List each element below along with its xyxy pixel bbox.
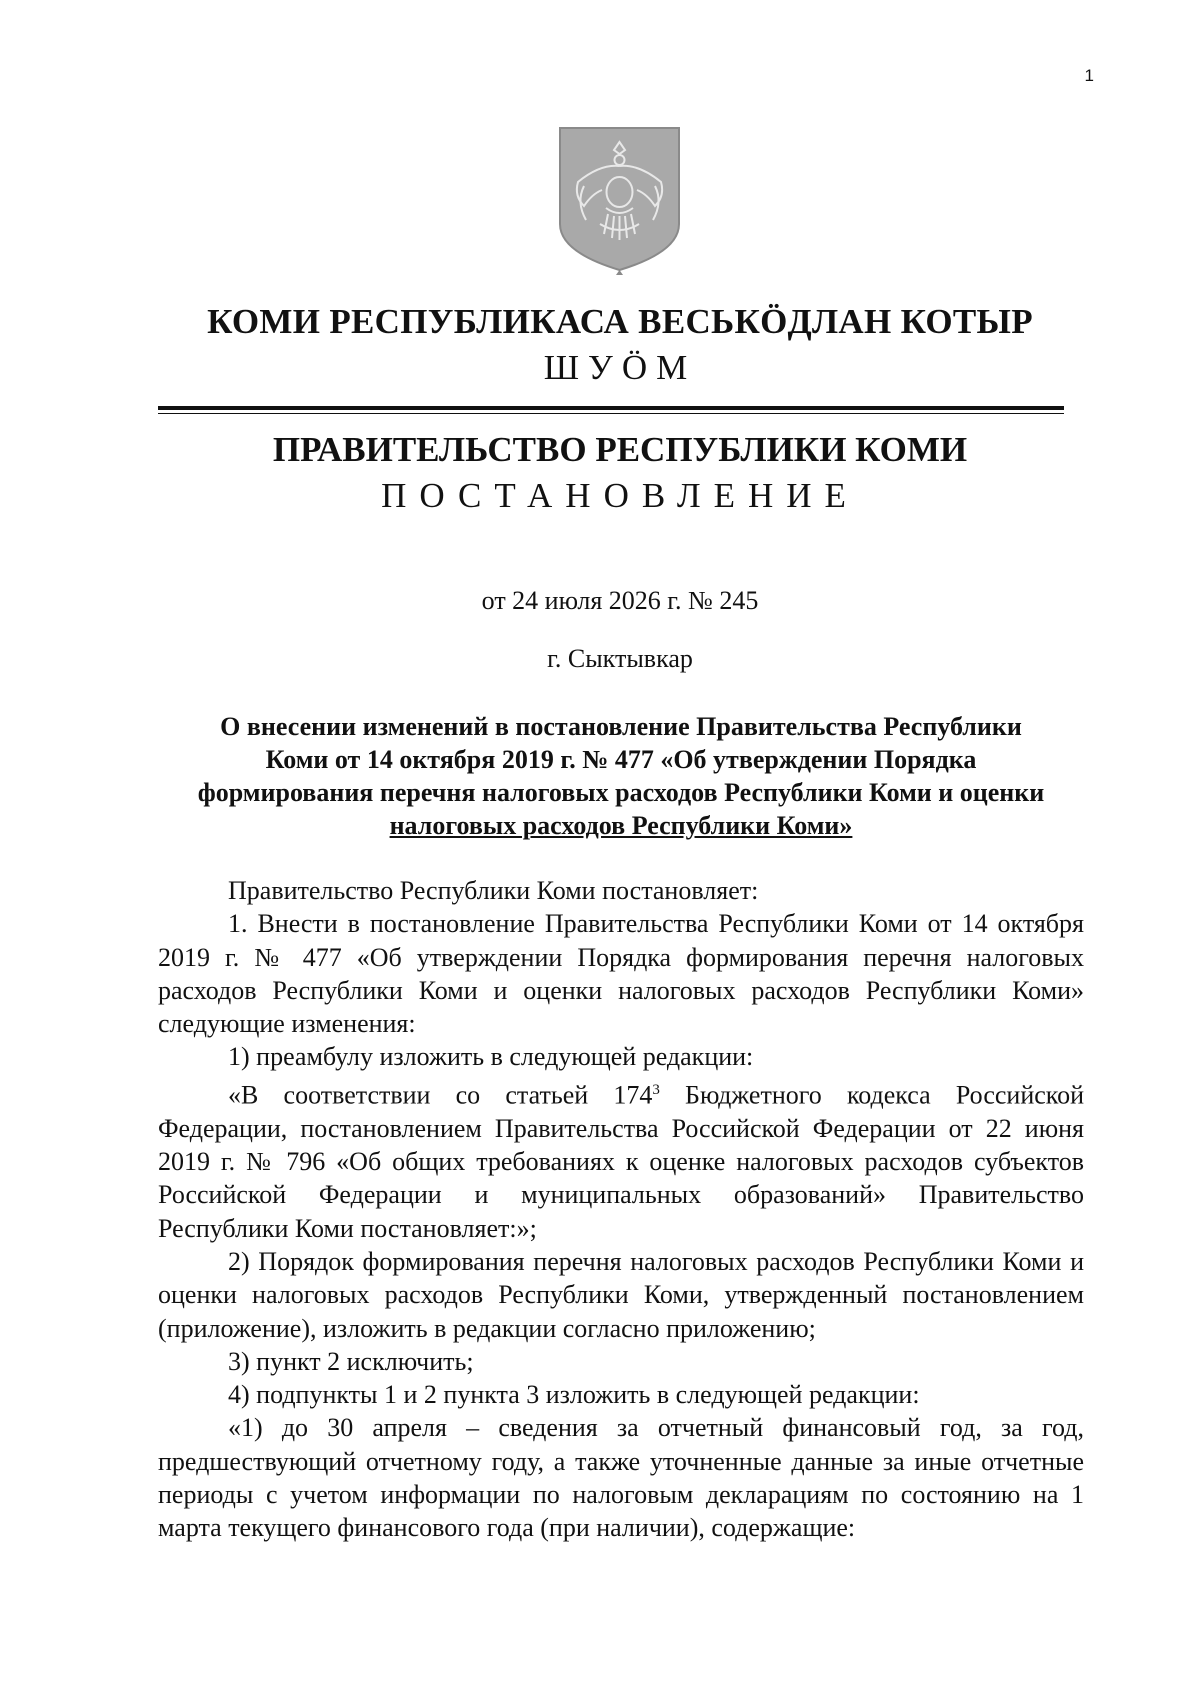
document-type: ПОСТАНОВЛЕНИЕ (381, 476, 859, 515)
subject-line-3: формирования перечня налоговых расходов Республики Коми и оценки (197, 778, 1045, 807)
subject-line-4: налоговых расходов Республики Коми» (389, 811, 853, 840)
page-number: 1 (1084, 66, 1094, 85)
header-divider-thin (158, 413, 1064, 414)
preamble-text-end: Бюджетного кодекса Российской Федерации, постановлением Правительства Российской Федерации от 22 июня 2019 г. № 796 «Об общих требованиях к оценке налоговых расходов субъектов Российской Федерации и муниципальных образований» Правительство Республики Коми постановляет:»; (158, 1080, 1084, 1243)
komi-government-title: КОМИ РЕСПУБЛИКАСА ВЕСЬКӦДЛАН КОТЫР (207, 302, 1033, 341)
komi-document-type: ШУӦМ (543, 348, 697, 387)
paragraph-sub-3: 3) пункт 2 исключить; (228, 1346, 474, 1376)
paragraph-item-1: 1. Внести в постановление Правительства Республики Коми от 14 октября 2019 г. № 477 «Об утверждении Порядка формирования перечня налоговых расходов Республики Коми и оценки налоговых расходов Республики Коми» следующие изменения: (158, 909, 1084, 1039)
government-title: ПРАВИТЕЛЬСТВО РЕСПУБЛИКИ КОМИ (272, 430, 968, 469)
paragraph-quote-sub-1: «1) до 30 апреля – сведения за отчетный финансовый год, за год, предшествующий отчетному году, а также уточненные данные за иные отчетные периоды с учетом информации по налоговым декларациям по состоянию на 1 марта текущего финансового года (при наличии), содержащие: (158, 1413, 1084, 1543)
paragraph-sub-4: 4) подпункты 1 и 2 пункта 3 изложить в следующей редакции: (228, 1380, 920, 1410)
document-date-number: от 24 июля 2026 г. № 245 (481, 586, 759, 615)
document-body (158, 874, 1084, 1545)
paragraph-preamble-quote (158, 1074, 1084, 1245)
preamble-text-start: «В соответствии со статьей 174 (228, 1080, 653, 1110)
paragraph-sub-1: 1) преамбулу изложить в следующей редакции: (228, 1042, 754, 1072)
subject-line-2: Коми от 14 октября 2019 г. № 477 «Об утверждении Порядка (265, 745, 977, 774)
subject-line-1: О внесении изменений в постановление Правительства Республики (220, 712, 1022, 741)
paragraph-resolves: Правительство Республики Коми постановляет: (228, 876, 759, 905)
article-superscript: 3 (652, 1081, 660, 1098)
header-divider-thick (158, 406, 1064, 410)
coat-of-arms-emblem (556, 124, 683, 276)
document-city: г. Сыктывкар (547, 644, 693, 673)
document-subject (158, 710, 1084, 842)
paragraph-sub-2: 2) Порядок формирования перечня налоговых расходов Республики Коми и оценки налоговых расходов Республики Коми, утвержденный постановлением (приложение), изложить в редакции согласно приложению; (158, 1246, 1084, 1343)
